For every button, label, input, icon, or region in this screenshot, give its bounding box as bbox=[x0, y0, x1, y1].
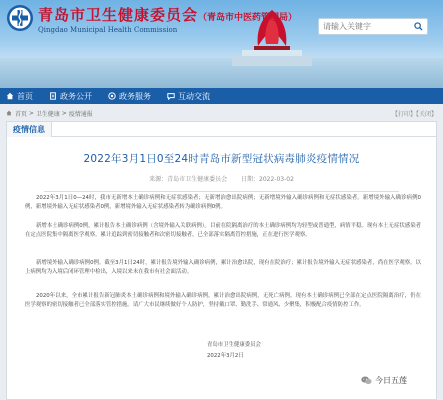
wechat-watermark bbox=[358, 374, 410, 387]
search-box bbox=[318, 18, 428, 35]
location-icon bbox=[6, 110, 12, 116]
search-icon bbox=[414, 22, 423, 31]
watermark-text: 今日五莲 bbox=[375, 376, 407, 385]
document-icon bbox=[49, 92, 57, 100]
wechat-icon bbox=[361, 376, 372, 385]
nav-item-government-services[interactable]: 政务服务 bbox=[108, 91, 151, 102]
article-paragraph: 2022年3月1日0—24时，我市无新增本土确诊病例和无症状感染者；无新增治愈出院病例；无新增境外输入确诊病例和无症状感染者。新增境外输入确诊病例0例，新增境外输入无症状感染者0例，新增境外输入无症状感染者转为确诊病例0例。 bbox=[25, 195, 421, 211]
search-button[interactable] bbox=[409, 19, 427, 34]
article-title: 2022年3月1日0至24时青岛市新型冠状病毒肺炎疫情情况 bbox=[83, 153, 360, 165]
breadcrumb: 首页 > 卫生健康 > 疫情通报 【打印】【关闭】 bbox=[6, 107, 437, 119]
home-icon bbox=[6, 92, 14, 100]
banner-sea bbox=[0, 58, 443, 88]
breadcrumb-health[interactable]: 卫生健康 bbox=[35, 110, 60, 118]
title-divider bbox=[44, 191, 399, 192]
site-logo[interactable] bbox=[6, 4, 297, 34]
article-source: 来源：青岛市卫生健康委员会 bbox=[149, 176, 228, 183]
header-banner bbox=[0, 0, 443, 88]
article-paragraph: 2020年以来，全市累计报告新冠肺炎本土确诊病例和境外输入确诊病例，累计治愈出院病例，无死亡病例。现有本土确诊病例已全部在定点医院隔离治疗，仍在医学观察的密切接触者已全部落实管控措施。请广大市民继续做好个人防护，坚持戴口罩、勤洗手、常通风、少聚集，积极配合疫情防控工作。 bbox=[25, 293, 421, 309]
health-emblem-icon bbox=[6, 4, 34, 32]
article-panel bbox=[6, 121, 437, 400]
search-input[interactable] bbox=[319, 19, 409, 34]
signature-date: 2022年3月2日 bbox=[207, 353, 244, 359]
site-title: 青岛市卫生健康委员会（青岛市中医药管理局） bbox=[38, 6, 298, 24]
print-close-links[interactable]: 【打印】【关闭】 bbox=[391, 110, 437, 118]
breadcrumb-home[interactable]: 首页 bbox=[15, 110, 28, 118]
nav-item-home[interactable]: 首页 bbox=[6, 91, 33, 102]
service-icon bbox=[108, 92, 116, 100]
article-paragraph: 新增境外输入确诊病例0例。截至3月1日24时，累计报告境外输入确诊病例，累计治愈出院，现有在院治疗；累计报告境外输入无症状感染者，尚在医学观察。以上病例均为入境后闭环管理中检出，入境以来未在我市有社会面活动。 bbox=[25, 260, 421, 276]
nav-item-interaction[interactable]: 互动交流 bbox=[167, 91, 210, 102]
chat-icon bbox=[167, 92, 175, 100]
article-paragraph: 新增本土确诊病例0例，累计报告本土确诊病例（含境外输入关联病例）。目前在院隔离治疗的本土确诊病例均为轻型或普通型，病情平稳。现有本土无症状感染者在定点医院集中隔离医学观察。累计追踪到密切接触者和次密切接触者，已全部落实隔离管控措施，正在进行医学观察。 bbox=[25, 223, 421, 239]
nav-item-government-affairs[interactable]: 政务公开 bbox=[49, 91, 92, 102]
article-meta bbox=[7, 174, 436, 183]
tab-epidemic-info[interactable]: 疫情信息 bbox=[7, 122, 52, 137]
breadcrumb-epidemic[interactable]: 疫情通报 bbox=[68, 110, 93, 118]
site-title-en: Qingdao Municipal Health Commission bbox=[38, 26, 178, 34]
main-nav bbox=[0, 88, 443, 104]
section-header bbox=[7, 122, 436, 137]
article-date: 日期：2022-03-02 bbox=[241, 176, 294, 183]
signature-org: 青岛市卫生健康委员会 bbox=[207, 342, 261, 348]
